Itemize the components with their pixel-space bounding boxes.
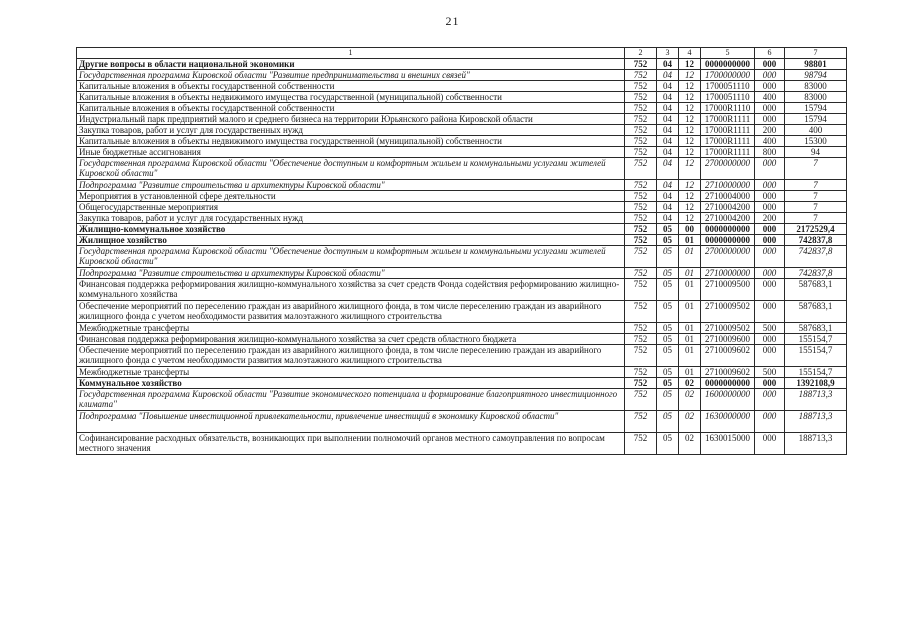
header-cell: 7 — [785, 48, 847, 59]
row-amount-cell: 98794 — [785, 70, 847, 81]
row-code-cell: 752 — [625, 279, 657, 301]
row-amount-cell: 742837,8 — [785, 246, 847, 268]
table-row — [77, 213, 847, 224]
row-amount-cell: 7 — [785, 202, 847, 213]
row-expense-type-cell: 000 — [755, 70, 785, 81]
row-target-code-cell: 2700000000 — [701, 246, 755, 268]
table-row — [77, 323, 847, 334]
row-target-code-cell: 0000000000 — [701, 235, 755, 246]
row-subsection-cell: 12 — [679, 191, 701, 202]
row-target-code-cell: 2710004000 — [701, 191, 755, 202]
row-name-cell: Коммунальное хозяйство — [77, 378, 625, 389]
row-code-cell: 752 — [625, 125, 657, 136]
row-subsection-cell: 01 — [679, 323, 701, 334]
row-section-cell: 05 — [657, 323, 679, 334]
row-target-code-cell: 17000R1110 — [701, 103, 755, 114]
row-name-cell: Обеспечение мероприятий по переселению граждан из аварийного жилищного фонда, в том числе переселению граждан из аварийного жилищного фонда с учетом необходимости развития малоэтажного жилищного строительства — [77, 301, 625, 323]
row-expense-type-cell: 200 — [755, 125, 785, 136]
row-subsection-cell: 01 — [679, 246, 701, 268]
row-target-code-cell: 1600000000 — [701, 389, 755, 411]
row-code-cell: 752 — [625, 147, 657, 158]
row-section-cell: 04 — [657, 59, 679, 70]
row-name-cell: Государственная программа Кировской области "Развитие экономического потенциала и формирование благоприятного инвестиционного климата" — [77, 389, 625, 411]
row-target-code-cell: 1700051110 — [701, 92, 755, 103]
row-subsection-cell: 01 — [679, 301, 701, 323]
row-target-code-cell: 2710004200 — [701, 213, 755, 224]
row-expense-type-cell: 000 — [755, 246, 785, 268]
row-name-cell: Другие вопросы в области национальной экономики — [77, 59, 625, 70]
header-cell: 3 — [657, 48, 679, 59]
row-expense-type-cell: 000 — [755, 114, 785, 125]
row-name-cell: Обеспечение мероприятий по переселению граждан из аварийного жилищного фонда, в том числе переселению граждан из аварийного жилищного фонда с учетом необходимости развития малоэтажного жилищного строительства — [77, 345, 625, 367]
row-amount-cell: 15794 — [785, 103, 847, 114]
row-section-cell: 04 — [657, 180, 679, 191]
row-target-code-cell: 1700000000 — [701, 70, 755, 81]
row-code-cell: 752 — [625, 389, 657, 411]
row-section-cell: 04 — [657, 81, 679, 92]
row-expense-type-cell: 200 — [755, 213, 785, 224]
row-expense-type-cell: 000 — [755, 202, 785, 213]
row-amount-cell: 15794 — [785, 114, 847, 125]
row-expense-type-cell: 500 — [755, 323, 785, 334]
row-name-cell: Подпрограмма "Развитие строительства и архитектуры Кировской области" — [77, 180, 625, 191]
table-row — [77, 202, 847, 213]
row-expense-type-cell: 000 — [755, 345, 785, 367]
row-name-cell: Государственная программа Кировской области "Развитие предпринимательства и внешних связей" — [77, 70, 625, 81]
row-name-cell: Мероприятия в установленной сфере деятельности — [77, 191, 625, 202]
row-section-cell: 05 — [657, 389, 679, 411]
table-row — [77, 224, 847, 235]
row-name-cell: Государственная программа Кировской области "Обеспечение доступным и комфортным жильем и коммунальными услугами жителей Кировской области" — [77, 246, 625, 268]
row-section-cell: 04 — [657, 191, 679, 202]
row-subsection-cell: 12 — [679, 213, 701, 224]
row-amount-cell: 7 — [785, 180, 847, 191]
header-cell: 1 — [77, 48, 625, 59]
row-amount-cell: 742837,8 — [785, 235, 847, 246]
row-target-code-cell: 2710000000 — [701, 268, 755, 279]
row-name-cell: Государственная программа Кировской области "Обеспечение доступным и комфортным жильем и коммунальными услугами жителей Кировской области" — [77, 158, 625, 180]
row-target-code-cell: 2710009600 — [701, 334, 755, 345]
row-target-code-cell: 2710009602 — [701, 367, 755, 378]
row-name-cell: Межбюджетные трансферты — [77, 367, 625, 378]
row-expense-type-cell: 000 — [755, 433, 785, 455]
row-amount-cell: 188713,3 — [785, 433, 847, 455]
table-row — [77, 279, 847, 301]
table-row — [77, 59, 847, 70]
row-code-cell: 752 — [625, 345, 657, 367]
row-expense-type-cell: 000 — [755, 301, 785, 323]
header-cell: 2 — [625, 48, 657, 59]
row-subsection-cell: 12 — [679, 136, 701, 147]
row-amount-cell: 83000 — [785, 81, 847, 92]
row-name-cell: Закупка товаров, работ и услуг для государственных нужд — [77, 125, 625, 136]
row-target-code-cell: 2710009502 — [701, 301, 755, 323]
row-target-code-cell: 17000R1111 — [701, 125, 755, 136]
row-target-code-cell: 17000R1111 — [701, 136, 755, 147]
row-expense-type-cell: 000 — [755, 235, 785, 246]
row-section-cell: 05 — [657, 367, 679, 378]
row-code-cell: 752 — [625, 246, 657, 268]
table-body — [77, 48, 847, 455]
row-expense-type-cell: 000 — [755, 378, 785, 389]
row-amount-cell: 587683,1 — [785, 323, 847, 334]
row-amount-cell: 2172529,4 — [785, 224, 847, 235]
row-subsection-cell: 01 — [679, 268, 701, 279]
row-subsection-cell: 12 — [679, 125, 701, 136]
row-code-cell: 752 — [625, 103, 657, 114]
table-row — [77, 125, 847, 136]
table-row — [77, 367, 847, 378]
row-expense-type-cell: 400 — [755, 92, 785, 103]
row-code-cell: 752 — [625, 59, 657, 70]
row-name-cell: Межбюджетные трансферты — [77, 323, 625, 334]
row-expense-type-cell: 000 — [755, 180, 785, 191]
row-subsection-cell: 01 — [679, 345, 701, 367]
row-section-cell: 04 — [657, 125, 679, 136]
table-row — [77, 158, 847, 180]
row-amount-cell: 155154,7 — [785, 334, 847, 345]
row-target-code-cell: 2710009500 — [701, 279, 755, 301]
row-code-cell: 752 — [625, 268, 657, 279]
row-section-cell: 05 — [657, 411, 679, 433]
table-row — [77, 81, 847, 92]
row-target-code-cell: 1630015000 — [701, 433, 755, 455]
table-row — [77, 433, 847, 455]
row-subsection-cell: 01 — [679, 235, 701, 246]
row-section-cell: 05 — [657, 224, 679, 235]
row-amount-cell: 188713,3 — [785, 411, 847, 433]
table-row — [77, 411, 847, 433]
table-row — [77, 235, 847, 246]
table-row — [77, 268, 847, 279]
row-expense-type-cell: 000 — [755, 59, 785, 70]
row-code-cell: 752 — [625, 224, 657, 235]
table-row — [77, 191, 847, 202]
row-amount-cell: 155154,7 — [785, 345, 847, 367]
row-target-code-cell: 2710000000 — [701, 180, 755, 191]
row-subsection-cell: 00 — [679, 224, 701, 235]
row-name-cell: Капитальные вложения в объекты недвижимого имущества государственной (муниципальной) собственности — [77, 136, 625, 147]
row-code-cell: 752 — [625, 81, 657, 92]
table-row — [77, 180, 847, 191]
row-name-cell: Финансовая поддержка реформирования жилищно-коммунального хозяйства за счет средств Фонда содействия реформированию жилищно-коммунального хозяйства — [77, 279, 625, 301]
header-cell: 5 — [701, 48, 755, 59]
row-amount-cell: 7 — [785, 158, 847, 180]
row-expense-type-cell: 000 — [755, 389, 785, 411]
row-expense-type-cell: 000 — [755, 191, 785, 202]
row-subsection-cell: 02 — [679, 389, 701, 411]
row-target-code-cell: 2700000000 — [701, 158, 755, 180]
row-name-cell: Иные бюджетные ассигнования — [77, 147, 625, 158]
row-section-cell: 05 — [657, 433, 679, 455]
table-row — [77, 378, 847, 389]
row-code-cell: 752 — [625, 213, 657, 224]
row-code-cell: 752 — [625, 114, 657, 125]
row-section-cell: 05 — [657, 334, 679, 345]
row-name-cell: Подпрограмма "Повышение инвестиционной привлекательности, привлечение инвестиций в экономику Кировской области" — [77, 411, 625, 433]
table-row — [77, 103, 847, 114]
row-section-cell: 05 — [657, 345, 679, 367]
row-name-cell: Капитальные вложения в объекты государственной собственности — [77, 81, 625, 92]
row-section-cell: 05 — [657, 378, 679, 389]
row-expense-type-cell: 000 — [755, 411, 785, 433]
row-target-code-cell: 2710009502 — [701, 323, 755, 334]
row-section-cell: 04 — [657, 92, 679, 103]
row-name-cell: Индустриальный парк предприятий малого и среднего бизнеса на территории Юрьянского района Кировской области — [77, 114, 625, 125]
row-subsection-cell: 12 — [679, 180, 701, 191]
table-row — [77, 334, 847, 345]
row-amount-cell: 7 — [785, 213, 847, 224]
row-code-cell: 752 — [625, 323, 657, 334]
row-amount-cell: 98801 — [785, 59, 847, 70]
row-section-cell: 05 — [657, 246, 679, 268]
row-code-cell: 752 — [625, 433, 657, 455]
row-amount-cell: 155154,7 — [785, 367, 847, 378]
row-subsection-cell: 12 — [679, 103, 701, 114]
row-amount-cell: 7 — [785, 191, 847, 202]
row-section-cell: 04 — [657, 158, 679, 180]
table-row — [77, 114, 847, 125]
row-amount-cell: 400 — [785, 125, 847, 136]
row-target-code-cell: 2710009602 — [701, 345, 755, 367]
row-code-cell: 752 — [625, 191, 657, 202]
row-code-cell: 752 — [625, 378, 657, 389]
row-target-code-cell: 1630000000 — [701, 411, 755, 433]
table-row — [77, 147, 847, 158]
row-code-cell: 752 — [625, 202, 657, 213]
row-amount-cell: 15300 — [785, 136, 847, 147]
row-subsection-cell: 01 — [679, 279, 701, 301]
row-expense-type-cell: 000 — [755, 103, 785, 114]
row-target-code-cell: 17000R1111 — [701, 147, 755, 158]
row-code-cell: 752 — [625, 70, 657, 81]
row-name-cell: Капитальные вложения в объекты государственной собственности — [77, 103, 625, 114]
row-section-cell: 05 — [657, 279, 679, 301]
table-row — [77, 92, 847, 103]
row-code-cell: 752 — [625, 301, 657, 323]
row-name-cell: Закупка товаров, работ и услуг для государственных нужд — [77, 213, 625, 224]
row-subsection-cell: 02 — [679, 411, 701, 433]
row-amount-cell: 1392108,9 — [785, 378, 847, 389]
row-subsection-cell: 02 — [679, 433, 701, 455]
row-section-cell: 04 — [657, 147, 679, 158]
row-name-cell: Софинансирование расходных обязательств, возникающих при выполнении полномочий органов местного самоуправления по вопросам местного значения — [77, 433, 625, 455]
row-subsection-cell: 12 — [679, 202, 701, 213]
row-name-cell: Жилищное хозяйство — [77, 235, 625, 246]
page-number: 21 — [445, 14, 460, 28]
row-expense-type-cell: 000 — [755, 81, 785, 92]
row-target-code-cell: 1700051110 — [701, 81, 755, 92]
row-expense-type-cell: 800 — [755, 147, 785, 158]
row-expense-type-cell: 400 — [755, 136, 785, 147]
table-row — [77, 345, 847, 367]
row-expense-type-cell: 000 — [755, 224, 785, 235]
row-amount-cell: 188713,3 — [785, 389, 847, 411]
row-code-cell: 752 — [625, 334, 657, 345]
row-subsection-cell: 12 — [679, 114, 701, 125]
row-code-cell: 752 — [625, 367, 657, 378]
row-section-cell: 05 — [657, 235, 679, 246]
row-subsection-cell: 12 — [679, 158, 701, 180]
row-section-cell: 05 — [657, 268, 679, 279]
row-section-cell: 04 — [657, 213, 679, 224]
row-subsection-cell: 01 — [679, 367, 701, 378]
row-subsection-cell: 12 — [679, 70, 701, 81]
row-target-code-cell: 17000R1111 — [701, 114, 755, 125]
row-code-cell: 752 — [625, 92, 657, 103]
table-row — [77, 389, 847, 411]
row-amount-cell: 587683,1 — [785, 279, 847, 301]
row-amount-cell: 83000 — [785, 92, 847, 103]
row-subsection-cell: 02 — [679, 378, 701, 389]
row-section-cell: 04 — [657, 136, 679, 147]
row-name-cell: Капитальные вложения в объекты недвижимого имущества государственной (муниципальной) собственности — [77, 92, 625, 103]
row-target-code-cell: 0000000000 — [701, 59, 755, 70]
row-subsection-cell: 12 — [679, 147, 701, 158]
header-cell: 6 — [755, 48, 785, 59]
row-name-cell: Общегосударственные мероприятия — [77, 202, 625, 213]
row-section-cell: 04 — [657, 103, 679, 114]
row-section-cell: 05 — [657, 301, 679, 323]
table-header-row — [77, 48, 847, 59]
table-row — [77, 246, 847, 268]
row-code-cell: 752 — [625, 136, 657, 147]
row-section-cell: 04 — [657, 70, 679, 81]
table-row — [77, 136, 847, 147]
row-code-cell: 752 — [625, 411, 657, 433]
row-subsection-cell: 01 — [679, 334, 701, 345]
row-subsection-cell: 12 — [679, 59, 701, 70]
row-expense-type-cell: 000 — [755, 334, 785, 345]
row-name-cell: Подпрограмма "Развитие строительства и архитектуры Кировской области" — [77, 268, 625, 279]
row-amount-cell: 94 — [785, 147, 847, 158]
row-subsection-cell: 12 — [679, 81, 701, 92]
row-expense-type-cell: 000 — [755, 158, 785, 180]
budget-table — [76, 47, 847, 455]
row-code-cell: 752 — [625, 235, 657, 246]
row-target-code-cell: 0000000000 — [701, 378, 755, 389]
row-target-code-cell: 0000000000 — [701, 224, 755, 235]
row-subsection-cell: 12 — [679, 92, 701, 103]
row-expense-type-cell: 500 — [755, 367, 785, 378]
row-section-cell: 04 — [657, 202, 679, 213]
row-code-cell: 752 — [625, 180, 657, 191]
row-section-cell: 04 — [657, 114, 679, 125]
row-code-cell: 752 — [625, 158, 657, 180]
row-name-cell: Жилищно-коммунальное хозяйство — [77, 224, 625, 235]
row-name-cell: Финансовая поддержка реформирования жилищно-коммунального хозяйства за счет средств областного бюджета — [77, 334, 625, 345]
table-row — [77, 70, 847, 81]
row-expense-type-cell: 000 — [755, 268, 785, 279]
row-expense-type-cell: 000 — [755, 279, 785, 301]
row-target-code-cell: 2710004200 — [701, 202, 755, 213]
row-amount-cell: 587683,1 — [785, 301, 847, 323]
row-amount-cell: 742837,8 — [785, 268, 847, 279]
header-cell: 4 — [679, 48, 701, 59]
table-row — [77, 301, 847, 323]
